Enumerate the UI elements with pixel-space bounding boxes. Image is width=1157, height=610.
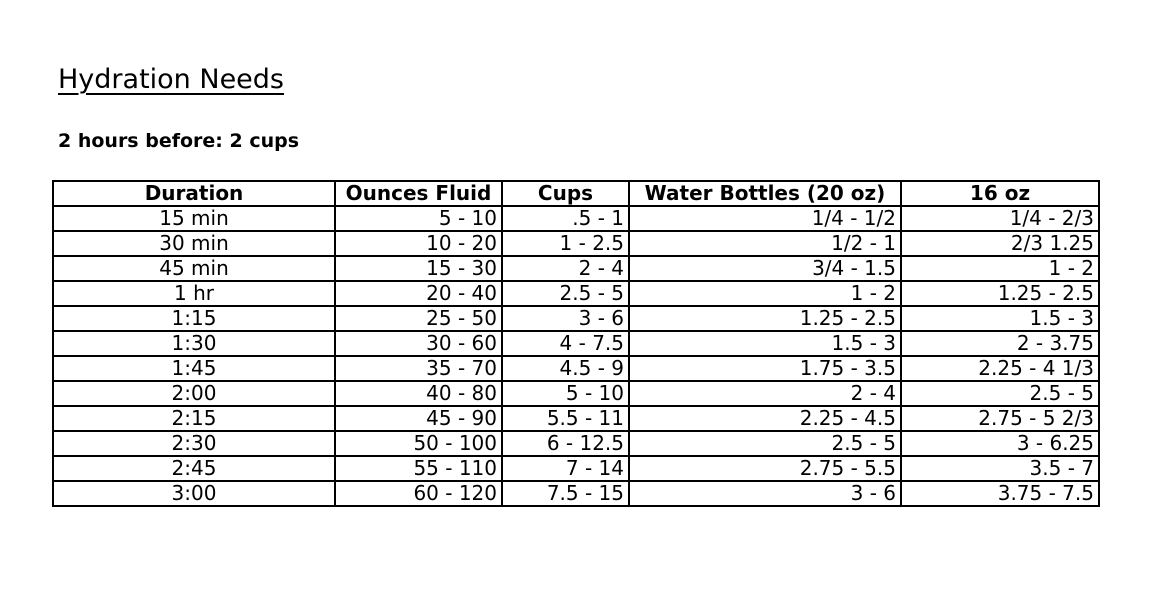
cell-cups: .5 - 1 xyxy=(502,206,629,231)
cell-16oz: 2.25 - 4 1/3 xyxy=(901,356,1099,381)
cell-cups: 3 - 6 xyxy=(502,306,629,331)
subtitle: 2 hours before: 2 cups xyxy=(58,130,300,152)
table-row xyxy=(53,306,1099,331)
cell-ounces-fluid: 15 - 30 xyxy=(335,256,502,281)
table-row xyxy=(53,281,1099,306)
cell-16oz: 3.5 - 7 xyxy=(901,456,1099,481)
cell-water-bottles: 2.75 - 5.5 xyxy=(629,456,901,481)
table-row xyxy=(53,231,1099,256)
cell-duration: 2:30 xyxy=(53,431,335,456)
cell-cups: 5.5 - 11 xyxy=(502,406,629,431)
cell-ounces-fluid: 50 - 100 xyxy=(335,431,502,456)
cell-water-bottles: 2 - 4 xyxy=(629,381,901,406)
cell-cups: 2.5 - 5 xyxy=(502,281,629,306)
table-body xyxy=(53,206,1099,506)
cell-duration: 2:15 xyxy=(53,406,335,431)
header-duration: Duration xyxy=(53,181,335,206)
cell-water-bottles: 1/4 - 1/2 xyxy=(629,206,901,231)
cell-duration: 1:45 xyxy=(53,356,335,381)
cell-water-bottles: 3/4 - 1.5 xyxy=(629,256,901,281)
cell-16oz: 1 - 2 xyxy=(901,256,1099,281)
hydration-table xyxy=(52,180,1100,507)
cell-16oz: 2.5 - 5 xyxy=(901,381,1099,406)
cell-cups: 6 - 12.5 xyxy=(502,431,629,456)
cell-ounces-fluid: 60 - 120 xyxy=(335,481,502,506)
cell-water-bottles: 1 - 2 xyxy=(629,281,901,306)
table-row xyxy=(53,331,1099,356)
cell-16oz: 3 - 6.25 xyxy=(901,431,1099,456)
header-16oz: 16 oz xyxy=(901,181,1099,206)
cell-16oz: 3.75 - 7.5 xyxy=(901,481,1099,506)
cell-water-bottles: 2.25 - 4.5 xyxy=(629,406,901,431)
table-header xyxy=(53,181,1099,206)
cell-duration: 15 min xyxy=(53,206,335,231)
table-row xyxy=(53,356,1099,381)
cell-16oz: 1/4 - 2/3 xyxy=(901,206,1099,231)
header-water-bottles: Water Bottles (20 oz) xyxy=(629,181,901,206)
cell-16oz: 2/3 1.25 xyxy=(901,231,1099,256)
cell-cups: 2 - 4 xyxy=(502,256,629,281)
table-row xyxy=(53,206,1099,231)
cell-water-bottles: 1.75 - 3.5 xyxy=(629,356,901,381)
cell-duration: 1:15 xyxy=(53,306,335,331)
header-row xyxy=(53,181,1099,206)
cell-cups: 5 - 10 xyxy=(502,381,629,406)
cell-ounces-fluid: 25 - 50 xyxy=(335,306,502,331)
cell-duration: 45 min xyxy=(53,256,335,281)
cell-duration: 1 hr xyxy=(53,281,335,306)
cell-ounces-fluid: 30 - 60 xyxy=(335,331,502,356)
cell-water-bottles: 1.25 - 2.5 xyxy=(629,306,901,331)
table-row xyxy=(53,481,1099,506)
cell-water-bottles: 1.5 - 3 xyxy=(629,331,901,356)
cell-ounces-fluid: 40 - 80 xyxy=(335,381,502,406)
cell-ounces-fluid: 10 - 20 xyxy=(335,231,502,256)
cell-cups: 7.5 - 15 xyxy=(502,481,629,506)
cell-ounces-fluid: 45 - 90 xyxy=(335,406,502,431)
cell-16oz: 1.5 - 3 xyxy=(901,306,1099,331)
cell-duration: 2:00 xyxy=(53,381,335,406)
table-row xyxy=(53,406,1099,431)
cell-16oz: 1.25 - 2.5 xyxy=(901,281,1099,306)
cell-cups: 7 - 14 xyxy=(502,456,629,481)
cell-16oz: 2.75 - 5 2/3 xyxy=(901,406,1099,431)
cell-cups: 4.5 - 9 xyxy=(502,356,629,381)
header-ounces-fluid: Ounces Fluid xyxy=(335,181,502,206)
cell-duration: 2:45 xyxy=(53,456,335,481)
table-row xyxy=(53,456,1099,481)
cell-cups: 1 - 2.5 xyxy=(502,231,629,256)
cell-water-bottles: 1/2 - 1 xyxy=(629,231,901,256)
cell-16oz: 2 - 3.75 xyxy=(901,331,1099,356)
cell-ounces-fluid: 55 - 110 xyxy=(335,456,502,481)
cell-duration: 30 min xyxy=(53,231,335,256)
table-row xyxy=(53,381,1099,406)
table-row xyxy=(53,431,1099,456)
cell-cups: 4 - 7.5 xyxy=(502,331,629,356)
header-cups: Cups xyxy=(502,181,629,206)
cell-duration: 3:00 xyxy=(53,481,335,506)
cell-ounces-fluid: 5 - 10 xyxy=(335,206,502,231)
page-title: Hydration Needs xyxy=(58,64,284,95)
cell-duration: 1:30 xyxy=(53,331,335,356)
cell-ounces-fluid: 20 - 40 xyxy=(335,281,502,306)
cell-ounces-fluid: 35 - 70 xyxy=(335,356,502,381)
cell-water-bottles: 2.5 - 5 xyxy=(629,431,901,456)
table-row xyxy=(53,256,1099,281)
cell-water-bottles: 3 - 6 xyxy=(629,481,901,506)
